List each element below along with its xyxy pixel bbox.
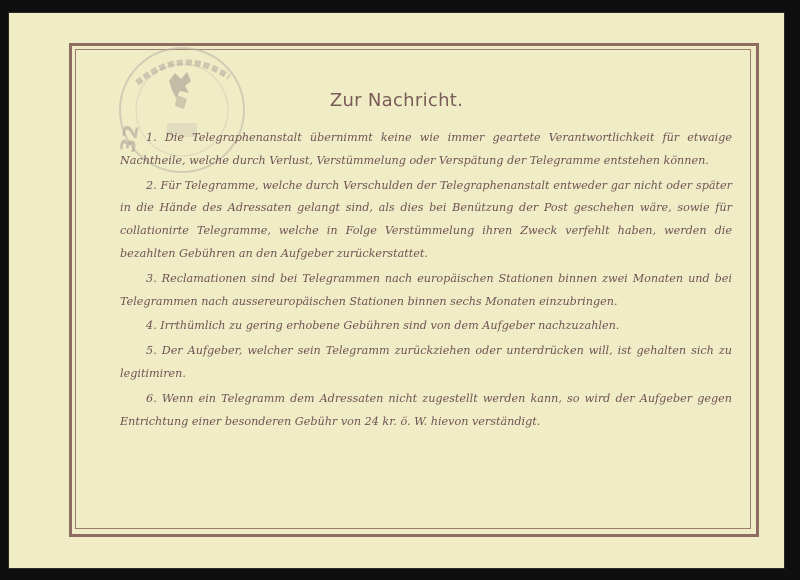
clause-text: Wenn ein Telegramm dem Adressaten nicht zugestellt werden kann, so wird der Aufgeber gegen Entrichtung einer besonderen Gebühr von 24 kr. ö. W. hievon verständigt. [120, 391, 732, 428]
clause-number: 6. [146, 391, 157, 405]
conditions-text [120, 127, 732, 435]
clause-text: Irrthümlich zu gering erhobene Gebühren sind von dem Aufgeber nachzuzahlen. [160, 319, 620, 333]
page-title: Zur Nachricht. [329, 90, 464, 111]
postmark-digits: 32 [115, 122, 144, 155]
clause-number: 3. [146, 271, 157, 285]
clause-3 [120, 268, 732, 314]
clause-1 [120, 127, 732, 173]
clause-number: 2. [146, 178, 157, 192]
clause-text: Für Telegramme, welche durch Verschulden der Telegraphenanstalt entweder gar nicht oder später in die Hände des Adressaten gelangt sind, als dies bei Benützung der Post geschehen wäre, sowie für collationirte Telegramme, welche in Folge Verstümmelung ihren Zweck verfehlt haben, werden die bezahlten Gebühren an den Aufgeber zurückerstattet. [120, 178, 732, 260]
clause-text: Die Telegraphenanstalt übernimmt keine wie immer geartete Verantwortlichkeit für etwaige Nachtheile, welche durch Verlust, Verstümmelung oder Verspätung der Telegramme entstehen können. [120, 131, 732, 167]
clause-4 [120, 315, 732, 338]
telegram-card [9, 13, 784, 568]
clause-number: 1. [146, 131, 157, 144]
clause-6 [120, 388, 732, 434]
clause-5 [120, 340, 732, 386]
clause-number: 4. [146, 319, 157, 333]
clause-2 [120, 175, 732, 266]
clause-number: 5. [146, 344, 157, 358]
clause-text: Der Aufgeber, welcher sein Telegramm zurückziehen oder unterdrücken will, ist gehalten sich zu legitimiren. [120, 344, 732, 380]
clause-text: Reclamationen sind bei Telegrammen nach europäischen Stationen binnen zwei Monaten und bei Telegrammen nach aussereuropäischen Stationen binnen sechs Monaten einzubringen. [120, 271, 732, 308]
